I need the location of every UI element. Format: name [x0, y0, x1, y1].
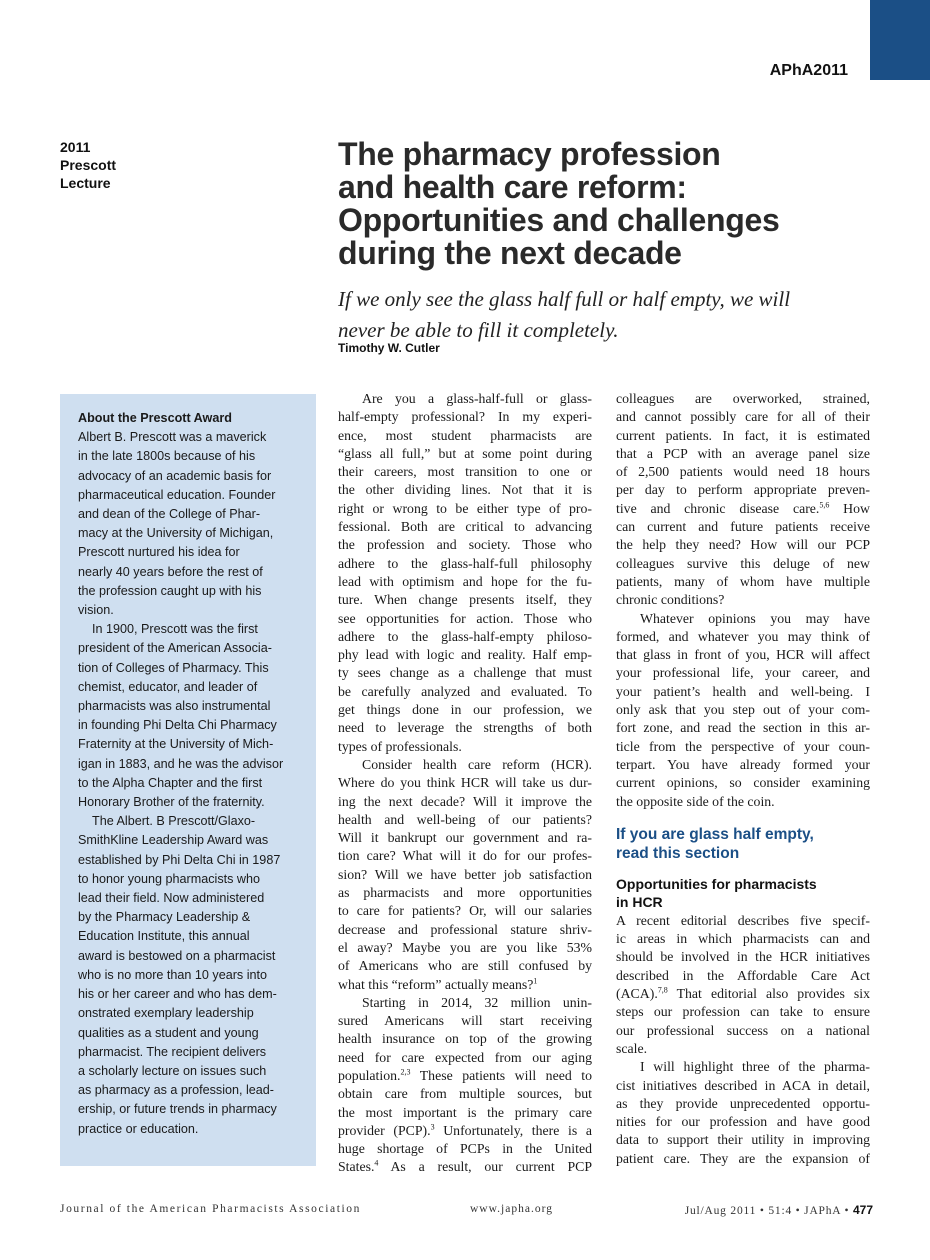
subsection-heading	[616, 875, 870, 912]
body-text: tive and chronic disease care.	[616, 500, 820, 516]
sidebar-line: and dean of the College of Phar-	[78, 507, 261, 522]
section-heading-line: If you are glass half empty,	[616, 825, 814, 843]
reference-mark: 5,6	[819, 500, 830, 510]
body-line: A recent editorial describes five specif-	[616, 912, 870, 928]
sidebar-line: in founding Phi Delta Chi Pharmacy	[78, 718, 277, 733]
body-line: need for care expected from our aging	[338, 1049, 592, 1065]
sidebar-line: pharmaceutical education. Founder	[78, 487, 276, 502]
body-line: that a PCP with an average panel size	[616, 445, 870, 461]
lecture-type: Lecture	[60, 175, 111, 191]
footer-url: www.japha.org	[470, 1203, 553, 1215]
body-line: be carefully analyzed and evaluated. To	[338, 683, 592, 699]
body-line: per day to perform appropriate preven-	[616, 482, 870, 498]
body-line: the other dividing lines. Not that it is	[338, 482, 592, 498]
sidebar-body	[78, 428, 300, 1139]
body-text: As a result, our current PCP	[378, 1159, 592, 1175]
epigraph	[338, 284, 898, 346]
body-line: ty sees change as a challenge that must	[338, 665, 592, 681]
title-line: and health care reform:	[338, 169, 687, 205]
sidebar-line: qualities as a student and young	[78, 1025, 259, 1040]
section-color-tab	[870, 0, 930, 80]
body-line: cist initiatives described in ACA in detail,	[616, 1077, 870, 1093]
body-line	[338, 976, 592, 994]
body-line	[616, 985, 870, 1003]
body-text: These patients will need to	[410, 1067, 592, 1083]
body-line: get things done in our profession, we	[338, 702, 592, 718]
footer-issue-text: Jul/Aug 2011 • 51:4 • JAPhA •	[684, 1205, 850, 1217]
body-line: the opposite side of the coin.	[616, 793, 775, 809]
body-text: States.	[338, 1159, 375, 1175]
epigraph-line: If we only see the glass half full or half empty, we will	[338, 287, 791, 311]
body-line: obtain care from multiple sources, but	[338, 1086, 592, 1102]
body-line: fessional. Both are critical to advancing	[338, 519, 592, 535]
body-line: their careers, most transition to one or	[338, 464, 592, 480]
sidebar-line: Albert B. Prescott was a maverick	[78, 430, 267, 445]
body-line: sured Americans will start receiving	[338, 1013, 592, 1029]
section-label: APhA2011	[769, 62, 848, 79]
reference-mark: 7,8	[657, 985, 668, 995]
sidebar-line: to honor young pharmacists who	[78, 871, 261, 886]
body-line: ic areas in which pharmacists can and	[616, 931, 870, 947]
sidebar-line: who is no more than 10 years into	[78, 967, 268, 982]
page-footer	[60, 1203, 873, 1221]
body-line: ticle from the perspective of your coun-	[616, 738, 870, 754]
epigraph-line: never be able to fill it completely.	[338, 318, 619, 342]
body-line: fort zone, and read the section in this ar-	[616, 720, 870, 736]
section-heading-line: read this section	[616, 844, 740, 862]
sidebar-line: advocacy of an academic basis for	[78, 468, 272, 483]
article-column-2	[616, 390, 870, 1168]
body-text: (ACA).	[616, 986, 658, 1002]
body-line: “glass all full,” but at some point during	[338, 445, 592, 461]
body-line: Starting in 2014, 32 million unin-	[362, 994, 592, 1010]
lecture-year: 2011	[60, 139, 91, 155]
body-line: the help they need? How will our PCP	[616, 537, 870, 553]
sidebar-line: by the Pharmacy Leadership &	[78, 910, 251, 925]
reference-mark: 2,3	[400, 1067, 411, 1077]
body-line	[338, 1158, 592, 1176]
body-line: to care for patients? Or, will our salaries	[338, 903, 592, 919]
sidebar-line: Education Institute, this annual	[78, 929, 250, 944]
body-line: tion care? What will it do for our profes-	[338, 848, 592, 864]
body-line: as they provide unprecedented opportu-	[616, 1095, 870, 1111]
body-line: data to support their utility in improving	[616, 1132, 870, 1148]
author-byline: Timothy W. Cutler	[338, 341, 440, 355]
sidebar-line: vision.	[78, 603, 114, 618]
body-line: el away? Maybe you are you like 53%	[338, 939, 592, 955]
title-line: during the next decade	[338, 235, 682, 271]
sidebar-line: igan in 1883, and he was the advisor	[78, 756, 284, 771]
body-line: health insurance on top of the growing	[338, 1031, 592, 1047]
body-text: That editorial also provides six	[667, 986, 870, 1002]
body-line: only ask that you step out of your com-	[616, 702, 870, 718]
body-line: and cannot possibly care for all of their	[616, 409, 870, 425]
body-line: current patients. In fact, it is estimated	[616, 427, 870, 443]
body-line: your professional life, your career, and	[616, 665, 870, 681]
body-line	[616, 500, 870, 518]
body-line: current opinions, so consider examining	[616, 775, 870, 791]
body-text: what this “reform” actually means?	[338, 976, 534, 992]
sidebar-line: chemist, educator, and leader of	[78, 679, 258, 694]
body-line: half-empty professional? In my experi-	[338, 409, 592, 425]
body-line: Will it bankrupt our government and ra-	[338, 830, 592, 846]
lecture-name: Prescott	[60, 157, 117, 173]
body-line: huge shortage of PCPs in the United	[338, 1141, 592, 1157]
sidebar-line: SmithKline Leadership Award was	[78, 833, 269, 848]
body-line: can current and future patients receive	[616, 519, 870, 535]
body-line: as pharmacists and more opportunities	[338, 885, 592, 901]
body-line: I will highlight three of the pharma-	[640, 1059, 870, 1075]
sidebar-line: ership, or future trends in pharmacy	[78, 1102, 277, 1117]
sidebar-line: nearly 40 years before the rest of	[78, 564, 263, 579]
body-text: provider (PCP).	[338, 1122, 431, 1138]
sidebar-line: pharmacists was also instrumental	[78, 699, 271, 714]
body-line: decrease and professional stature shriv-	[338, 921, 592, 937]
body-line: chronic conditions?	[616, 592, 725, 608]
body-text: How	[829, 500, 870, 516]
body-line: types of professionals.	[338, 738, 462, 754]
body-line: ence, most student pharmacists are	[338, 427, 592, 443]
body-line: sion? Will we have better job satisfaction	[338, 866, 592, 882]
body-line: phy lead with logic and reality. Half emp-	[338, 647, 592, 663]
title-line: Opportunities and challenges	[338, 202, 780, 238]
sidebar-line: In 1900, Prescott was the first	[92, 622, 258, 637]
sidebar-line: president of the American Associa-	[78, 641, 272, 656]
body-line: formed, and whatever you may think of	[616, 628, 870, 644]
body-line: Whatever opinions you may have	[640, 610, 870, 626]
sidebar-line: macy at the University of Michigan,	[78, 526, 274, 541]
body-text: Unfortunately, there is a	[434, 1122, 592, 1138]
reference-mark: 1	[533, 975, 538, 985]
body-line: scale.	[616, 1040, 648, 1056]
body-line: Where do you think HCR will take us dur-	[338, 775, 592, 791]
sidebar-heading: About the Prescott Award	[78, 411, 232, 425]
sidebar-line: pharmacist. The recipient delivers	[78, 1044, 267, 1059]
body-line: terpart. You have already formed your	[616, 756, 870, 772]
page-number: 477	[852, 1203, 873, 1217]
body-line: colleagues survive this deluge of new	[616, 555, 870, 571]
title-line: The pharmacy profession	[338, 136, 721, 172]
body-line: the profession and society. Those who	[338, 537, 592, 553]
body-line: the most important is the primary care	[338, 1104, 592, 1120]
body-line: adhere to the glass-half-full philosophy	[338, 555, 592, 571]
subsection-heading-line: in HCR	[616, 894, 663, 911]
body-line: of Americans who are still confused by	[338, 958, 592, 974]
section-heading	[616, 825, 870, 863]
subsection-heading-line: Opportunities for pharmacists	[616, 875, 817, 892]
body-line: Consider health care reform (HCR).	[362, 756, 592, 772]
body-line	[338, 1067, 592, 1085]
sidebar-line: to the Alpha Chapter and the first	[78, 775, 263, 790]
body-line: health and well-being of our patients?	[338, 811, 592, 827]
article-column-1	[338, 390, 592, 1177]
reference-mark: 4	[374, 1158, 379, 1168]
sidebar-line: Prescott nurtured his idea for	[78, 545, 240, 560]
body-line: our professional success on a national	[616, 1022, 870, 1038]
body-line: ture. When change presents itself, they	[338, 592, 592, 608]
body-line	[338, 1122, 592, 1140]
body-line: your patient’s health and well-being. I	[616, 683, 870, 699]
sidebar-line: Fraternity at the University of Mich-	[78, 737, 274, 752]
body-line: described in the Affordable Care Act	[616, 967, 870, 983]
sidebar-line: The Albert. B Prescott/Glaxo-	[92, 814, 256, 829]
sidebar-line: in the late 1800s because of his	[78, 449, 256, 464]
body-line: that glass in front of you, HCR will affect	[616, 647, 870, 663]
footer-issue-info	[685, 1203, 873, 1217]
footer-journal-name: Journal of the American Pharmacists Association	[60, 1203, 361, 1215]
sidebar-line: a scholarly lecture on issues such	[78, 1063, 267, 1078]
body-line: patient care. They are the expansion of	[616, 1150, 870, 1166]
body-line: of 2,500 patients would need 18 hours	[616, 464, 870, 480]
sidebar-line: his or her career and who has dem-	[78, 987, 277, 1002]
sidebar-line: as pharmacy as a profession, lead-	[78, 1083, 275, 1098]
sidebar-line: lead their field. Now administered	[78, 891, 265, 906]
body-line: patients, many of whom have multiple	[616, 573, 870, 589]
body-text: population.	[338, 1067, 401, 1083]
sidebar-line: established by Phi Delta Chi in 1987	[78, 852, 281, 867]
body-line: nities for our profession and have good	[616, 1114, 870, 1130]
body-line: right or wrong to be either type of pro-	[338, 500, 592, 516]
sidebar-line: award is bestowed on a pharmacist	[78, 948, 276, 963]
sidebar-line: Honorary Brother of the fraternity.	[78, 795, 265, 810]
sidebar-line: the profession caught up with his	[78, 583, 262, 598]
body-line: should be involved in the HCR initiatives	[616, 949, 870, 965]
body-line: steps our profession can take to ensure	[616, 1004, 870, 1020]
prescott-award-sidebar	[60, 394, 316, 1166]
sidebar-line: practice or education.	[78, 1121, 199, 1136]
body-line: ing the next decade? Will it improve the	[338, 793, 592, 809]
article-title	[338, 138, 878, 270]
reference-mark: 3	[430, 1122, 435, 1132]
body-line: see opportunities for action. Those who	[338, 610, 592, 626]
body-line: lead with optimism and hope for the fu-	[338, 573, 592, 589]
body-line: adhere to the glass-half-empty philoso-	[338, 628, 592, 644]
body-line: need to leverage the strengths of both	[338, 720, 592, 736]
body-line: Are you a glass-half-full or glass-	[362, 391, 592, 406]
sidebar-line: onstrated exemplary leadership	[78, 1006, 254, 1021]
lecture-label	[60, 138, 180, 192]
sidebar-line: tion of Colleges of Pharmacy. This	[78, 660, 269, 675]
body-line: colleagues are overworked, strained,	[616, 391, 870, 406]
